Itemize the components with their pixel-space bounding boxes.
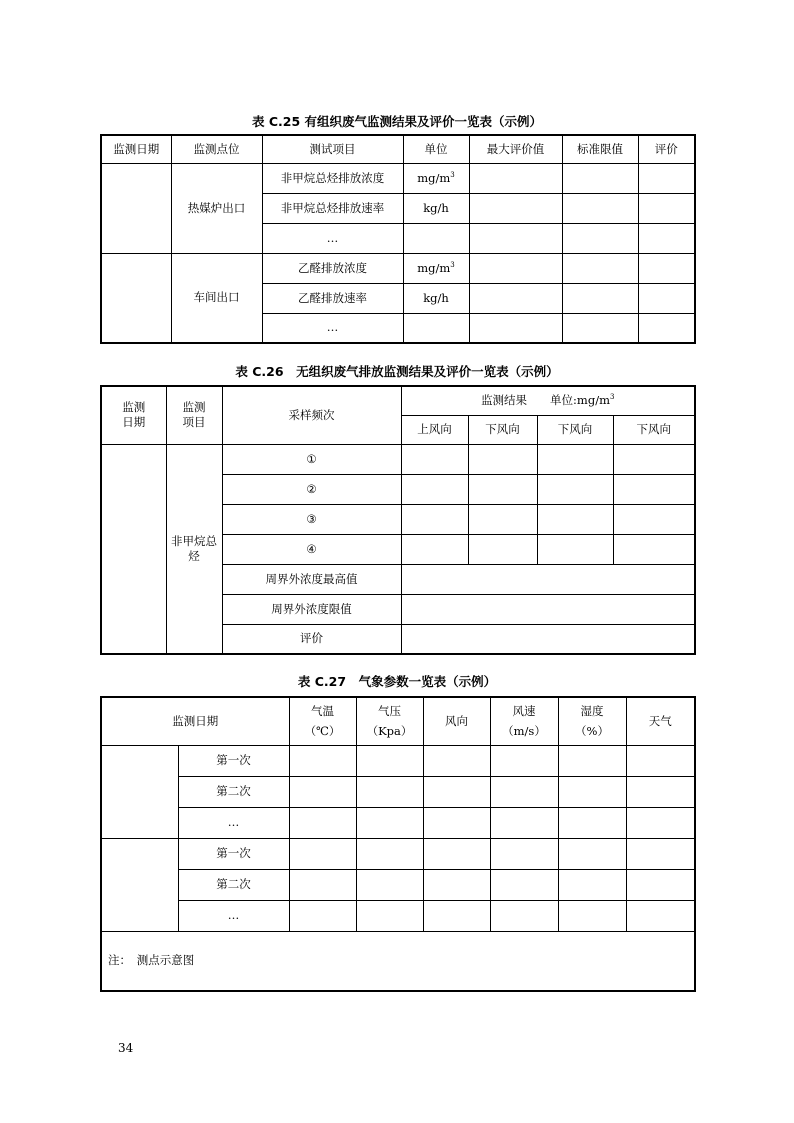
table-row bbox=[101, 869, 695, 900]
round-cell: 第一次 bbox=[178, 838, 289, 869]
value-cell bbox=[537, 474, 613, 504]
round-cell: 第一次 bbox=[178, 745, 289, 776]
value-cell bbox=[558, 745, 626, 776]
table-c25-caption: 表 C.25 有组织废气监测结果及评价一览表（示例） bbox=[251, 114, 543, 129]
value-cell bbox=[537, 504, 613, 534]
freq-cell: ② bbox=[222, 474, 401, 504]
value-cell bbox=[469, 313, 562, 343]
item-cell: 乙醛排放速率 bbox=[262, 283, 403, 313]
round-cell: 第二次 bbox=[178, 776, 289, 807]
value-cell bbox=[638, 223, 695, 253]
point-cell: 热媒炉出口 bbox=[171, 163, 262, 253]
unit-cell bbox=[403, 223, 469, 253]
value-cell bbox=[468, 504, 537, 534]
subheader-cell: 下风向 bbox=[537, 415, 613, 444]
subheader-cell: 下风向 bbox=[468, 415, 537, 444]
subheader-cell: 下风向 bbox=[613, 415, 695, 444]
date-cell bbox=[101, 444, 166, 654]
value-cell bbox=[626, 869, 695, 900]
point-cell: 车间出口 bbox=[171, 253, 262, 343]
header-cell: 监测结果 单位$:mg/m^3$ bbox=[401, 386, 695, 415]
table-row bbox=[101, 745, 695, 776]
table-c25-header-row bbox=[101, 135, 695, 163]
value-cell bbox=[613, 504, 695, 534]
subheader-cell: 上风向 bbox=[401, 415, 468, 444]
value-cell bbox=[356, 838, 423, 869]
value-cell bbox=[423, 838, 490, 869]
table-row bbox=[101, 776, 695, 807]
value-cell bbox=[356, 869, 423, 900]
value-cell bbox=[562, 313, 638, 343]
round-cell: … bbox=[178, 900, 289, 931]
header-cell: 风向 bbox=[423, 697, 490, 745]
freq-cell: 周界外浓度最高值 bbox=[222, 564, 401, 594]
value-cell bbox=[423, 807, 490, 838]
header-cell: 监测日期 bbox=[101, 135, 171, 163]
item-cell: 乙醛排放浓度 bbox=[262, 253, 403, 283]
value-cell bbox=[469, 163, 562, 193]
freq-cell: 评价 bbox=[222, 624, 401, 654]
value-cell bbox=[401, 474, 468, 504]
value-cell bbox=[401, 534, 468, 564]
value-cell bbox=[490, 745, 558, 776]
note-text: 注： 测点示意图 bbox=[108, 953, 195, 968]
header-cell: 天气 bbox=[626, 697, 695, 745]
value-cell bbox=[469, 253, 562, 283]
value-cell bbox=[626, 807, 695, 838]
header-cell: 采样频次 bbox=[222, 386, 401, 444]
header-cell: 单位 bbox=[403, 135, 469, 163]
value-cell bbox=[401, 444, 468, 474]
value-cell bbox=[638, 193, 695, 223]
value-cell bbox=[490, 838, 558, 869]
value-cell bbox=[638, 253, 695, 283]
value-cell bbox=[356, 745, 423, 776]
value-cell bbox=[468, 534, 537, 564]
date-cell bbox=[101, 163, 171, 253]
freq-cell: ④ bbox=[222, 534, 401, 564]
note-cell bbox=[101, 931, 695, 991]
value-cell bbox=[401, 564, 695, 594]
table-c26-header-row bbox=[101, 386, 695, 415]
header-cell: 监测 项目 bbox=[166, 386, 222, 444]
freq-cell: 周界外浓度限值 bbox=[222, 594, 401, 624]
value-cell bbox=[558, 807, 626, 838]
date-cell bbox=[101, 745, 178, 838]
table-row bbox=[101, 807, 695, 838]
table-note-row bbox=[101, 931, 695, 991]
value-cell bbox=[401, 504, 468, 534]
item-cell: 非甲烷总烃排放浓度 bbox=[262, 163, 403, 193]
header-cell: 测试项目 bbox=[262, 135, 403, 163]
value-cell bbox=[613, 474, 695, 504]
value-cell bbox=[423, 900, 490, 931]
header-cell: 监测 日期 bbox=[101, 386, 166, 444]
table-c25 bbox=[100, 134, 696, 344]
value-cell bbox=[638, 163, 695, 193]
header-cell: 标准限值 bbox=[562, 135, 638, 163]
value-cell bbox=[469, 193, 562, 223]
value-cell bbox=[638, 283, 695, 313]
value-cell bbox=[613, 444, 695, 474]
value-cell bbox=[356, 776, 423, 807]
value-cell bbox=[490, 869, 558, 900]
value-cell bbox=[423, 776, 490, 807]
header-cell: 监测日期 bbox=[101, 697, 289, 745]
value-cell bbox=[638, 313, 695, 343]
value-cell bbox=[356, 900, 423, 931]
value-cell bbox=[558, 869, 626, 900]
value-cell bbox=[490, 776, 558, 807]
value-cell bbox=[289, 838, 356, 869]
header-cell: 气温 （℃） bbox=[289, 697, 356, 745]
value-cell bbox=[289, 900, 356, 931]
value-cell bbox=[626, 838, 695, 869]
unit-cell: $mg/m^3$ bbox=[403, 253, 469, 283]
table-row bbox=[101, 444, 695, 474]
freq-cell: ③ bbox=[222, 504, 401, 534]
unit-cell bbox=[403, 313, 469, 343]
value-cell bbox=[490, 807, 558, 838]
date-cell bbox=[101, 253, 171, 343]
item-cell: … bbox=[262, 223, 403, 253]
value-cell bbox=[562, 283, 638, 313]
value-cell bbox=[537, 444, 613, 474]
value-cell bbox=[401, 594, 695, 624]
item-cell: 非甲烷总烃排放速率 bbox=[262, 193, 403, 223]
unit-cell: kg/h bbox=[403, 193, 469, 223]
value-cell bbox=[356, 807, 423, 838]
value-cell bbox=[469, 283, 562, 313]
unit-cell: kg/h bbox=[403, 283, 469, 313]
value-cell bbox=[562, 193, 638, 223]
table-row bbox=[101, 163, 695, 193]
unit-cell: $mg/m^3$ bbox=[403, 163, 469, 193]
value-cell bbox=[289, 869, 356, 900]
value-cell bbox=[626, 745, 695, 776]
item-cell: 非甲烷总 烃 bbox=[166, 444, 222, 654]
date-cell bbox=[101, 838, 178, 931]
value-cell bbox=[490, 900, 558, 931]
value-cell bbox=[468, 474, 537, 504]
table-row bbox=[101, 900, 695, 931]
header-cell: 监测点位 bbox=[171, 135, 262, 163]
value-cell bbox=[289, 776, 356, 807]
page-number: 34 bbox=[118, 1041, 134, 1055]
header-cell: 最大评价值 bbox=[469, 135, 562, 163]
table-c27 bbox=[100, 696, 696, 992]
item-cell: … bbox=[262, 313, 403, 343]
header-cell: 风速 （m/s） bbox=[490, 697, 558, 745]
header-cell: 湿度 （%） bbox=[558, 697, 626, 745]
header-cell: 气压 （Kpa） bbox=[356, 697, 423, 745]
value-cell bbox=[562, 223, 638, 253]
value-cell bbox=[562, 163, 638, 193]
table-c27-header-row bbox=[101, 697, 695, 745]
value-cell bbox=[289, 807, 356, 838]
table-c27-caption: 表 C.27 气象参数一览表（示例） bbox=[297, 674, 497, 689]
value-cell bbox=[613, 534, 695, 564]
value-cell bbox=[558, 900, 626, 931]
value-cell bbox=[626, 900, 695, 931]
header-cell: 评价 bbox=[638, 135, 695, 163]
value-cell bbox=[469, 223, 562, 253]
value-cell bbox=[289, 745, 356, 776]
value-cell bbox=[626, 776, 695, 807]
table-c26 bbox=[100, 385, 696, 655]
freq-cell: ① bbox=[222, 444, 401, 474]
value-cell bbox=[423, 869, 490, 900]
value-cell bbox=[558, 776, 626, 807]
round-cell: … bbox=[178, 807, 289, 838]
value-cell bbox=[423, 745, 490, 776]
value-cell bbox=[468, 444, 537, 474]
table-row bbox=[101, 253, 695, 283]
table-row bbox=[101, 838, 695, 869]
round-cell: 第二次 bbox=[178, 869, 289, 900]
value-cell bbox=[562, 253, 638, 283]
table-c26-caption: 表 C.26 无组织废气排放监测结果及评价一览表（示例） bbox=[235, 364, 559, 379]
value-cell bbox=[401, 624, 695, 654]
value-cell bbox=[537, 534, 613, 564]
value-cell bbox=[558, 838, 626, 869]
